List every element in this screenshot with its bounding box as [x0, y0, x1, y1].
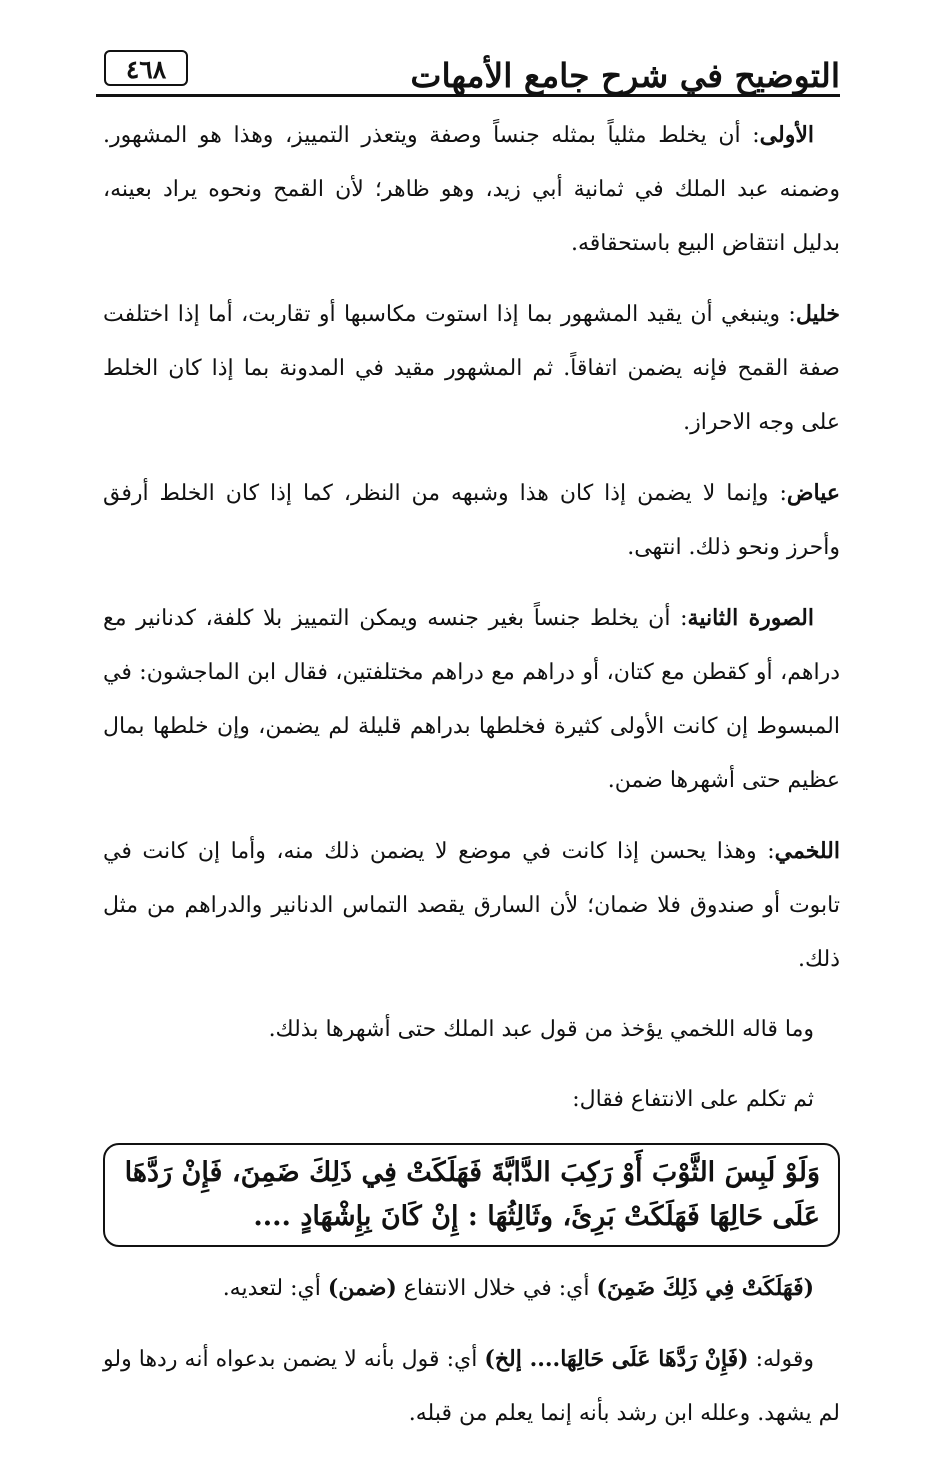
paragraph-text: : أن يخلط جنساً بغير جنسه ويمكن التمييز بلا كلفة، كدنانير مع دراهم، أو كقطن مع كتان، أو دراهم مع دراهم مختلفتين، فقال ابن الماجشون: في المبسوط إن كانت الأولى كثيرة فخلطها بدراهم قليلة لم يضمن، وإن خلطها بمال عظيم حتى أشهرها ضمن.	[103, 606, 840, 793]
paragraph-lead: اللخمي	[774, 838, 840, 864]
commentary-radda	[103, 1332, 840, 1441]
paragraph-text: : وهذا يحسن إذا كانت في موضع لا يضمن ذلك منه، وأما إن كانت في تابوت أو صندوق فلا ضمان؛ لأن السارق يقصد التماس الدنانير والدراهم من مثل ذلك.	[103, 839, 840, 972]
commentary-halakat	[103, 1261, 840, 1316]
paragraph-text: : وإنما لا يضمن إذا كان هذا وشبهه من النظر، كما إذا كان الخلط أرفق وأحرز ونحو ذلك. انتهى.	[103, 481, 840, 560]
paragraph-iyad	[103, 466, 840, 575]
commentary-text: أي: قول بأنه لا يضمن بدعواه أنه ردها ولو لم يشهد. وعلله ابن رشد بأنه إنما يعلم من قبله.	[103, 1347, 840, 1426]
paragraph-second-case	[103, 591, 840, 808]
matn-quote: (فَهَلَكَتْ فِي ذَلِكَ ضَمِنَ)	[596, 1275, 814, 1301]
paragraph-first-case	[103, 108, 840, 271]
header-rule	[96, 94, 840, 97]
paragraph-lead: الأولى	[759, 122, 814, 148]
paragraph-lakhmi	[103, 824, 840, 987]
paragraph-lead: الصورة الثانية	[687, 605, 814, 631]
matn-quote-damin: (ضمن)	[327, 1275, 397, 1301]
commentary-head: وقوله:	[748, 1347, 814, 1372]
commentary-text: أي: في خلال الانتفاع	[396, 1276, 597, 1301]
page-header	[96, 50, 840, 94]
book-title: التوضيح في شرح جامع الأمهات	[410, 56, 840, 95]
paragraph-lead: عياض	[786, 480, 840, 506]
paragraph-lead: خليل	[795, 301, 840, 327]
paragraph-text: : أن يخلط مثلياً بمثله جنساً وصفة ويتعذر التمييز، وهذا هو المشهور. وضمنه عبد الملك في ثمانية أبي زيد، وهو ظاهر؛ لأن القمح ونحوه يراد بعينه، بدليل انتقاض البيع باستحقاقه.	[103, 123, 840, 256]
line-lakhmi-source: وما قاله اللخمي يؤخذ من قول عبد الملك حتى أشهرها بذلك.	[268, 1017, 814, 1042]
matn-text-box: وَلَوْ لَبِسَ الثَّوْبَ أَوْ رَكِبَ الدَّابَّةَ فَهَلَكَتْ فِي ذَلِكَ ضَمِنَ، فَإِنْ رَدَّهَا عَلَى حَالِهَا فَهَلَكَتْ بَرِئَ، وثَالِثُهَا : إِنْ كَانَ بِإِشْهَادٍ ....	[103, 1143, 840, 1247]
paragraph-khalil	[103, 287, 840, 450]
commentary-text-tail: أي: لتعديه.	[222, 1276, 328, 1301]
page-body	[103, 108, 840, 1457]
page-number: ٤٦٨	[104, 50, 188, 86]
line-intifa-intro: ثم تكلم على الانتفاع فقال:	[572, 1087, 814, 1112]
paragraph-text: : وينبغي أن يقيد المشهور بما إذا استوت مكاسبها أو تقاربت، أما إذا اختلفت صفة القمح فإنه يضمن اتفاقاً. ثم المشهور مقيد في المدونة بما إذا كان الخلط على وجه الاحراز.	[103, 302, 840, 435]
matn-quote: (فَإِنْ رَدَّهَا عَلَى حَالِهَا.... إلخ)	[484, 1346, 749, 1372]
